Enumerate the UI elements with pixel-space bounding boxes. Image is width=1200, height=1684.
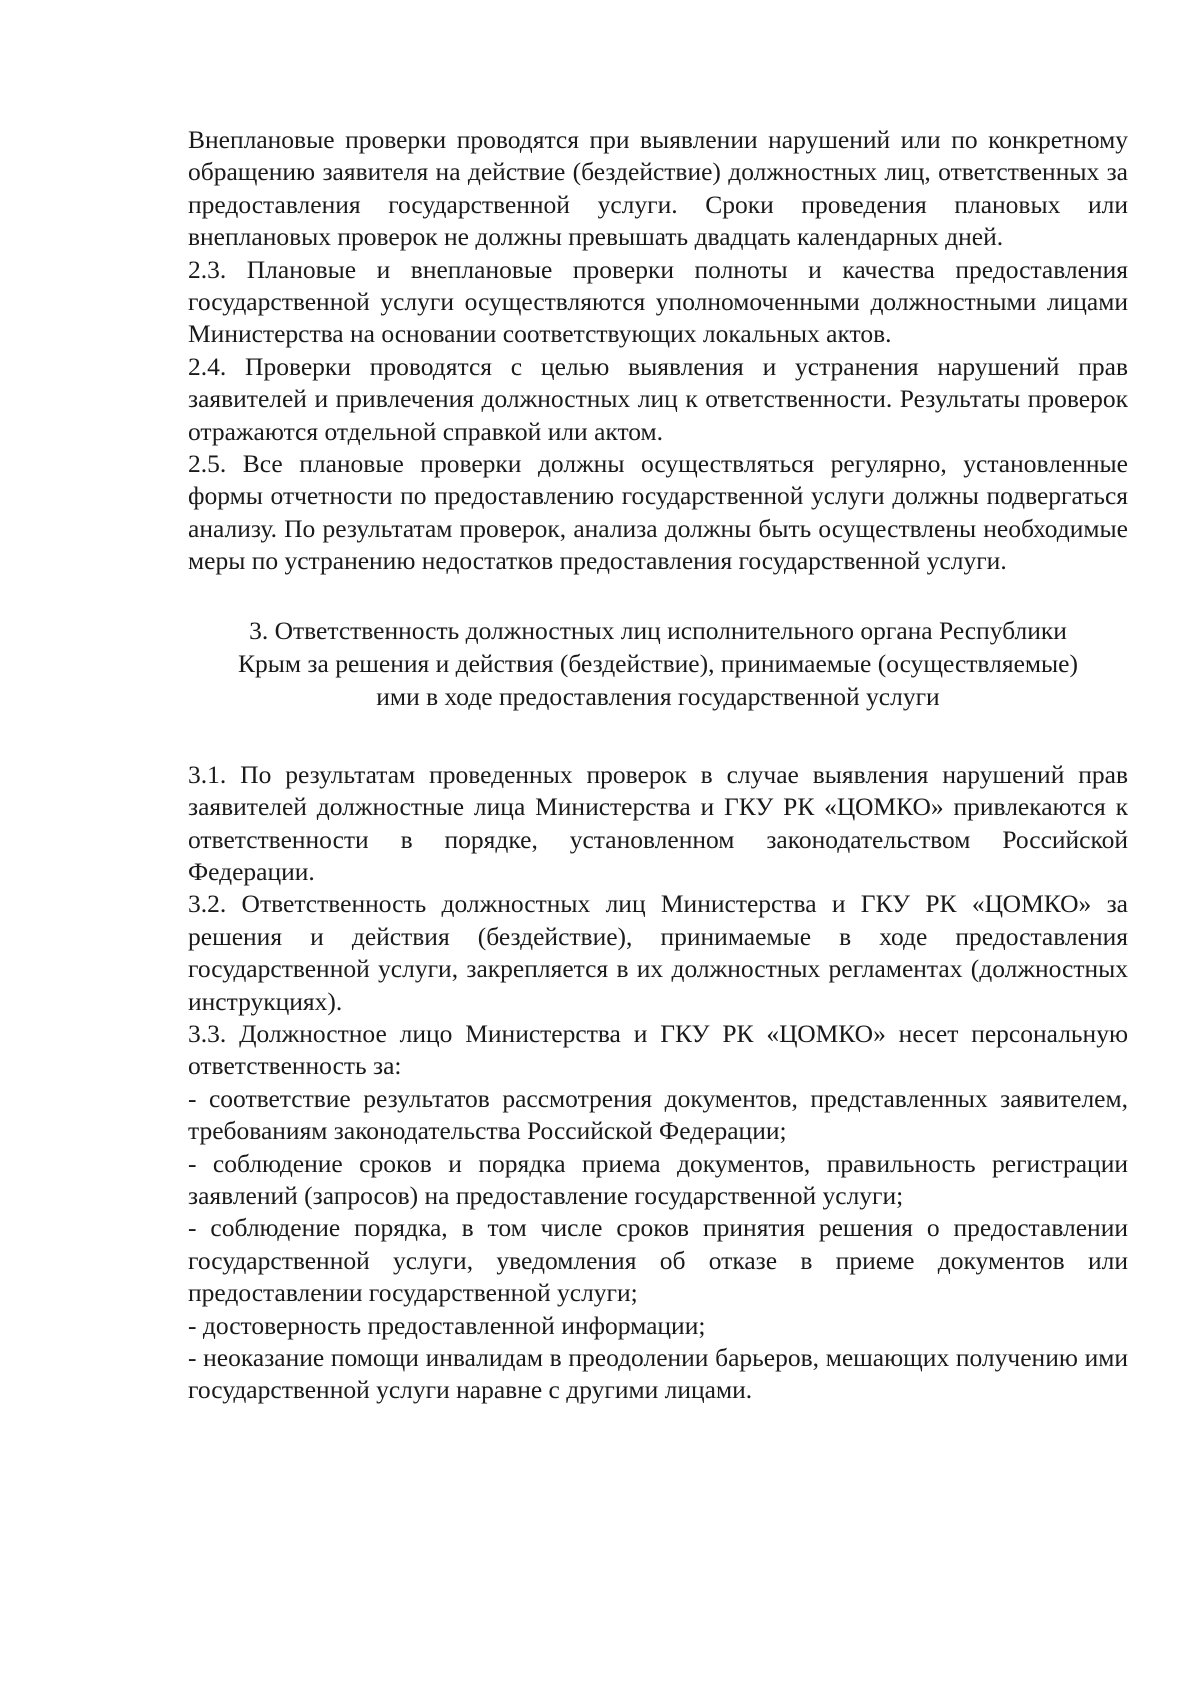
paragraph-2-3: 2.3. Плановые и внеплановые проверки полноты и качества предоставления государственной услуги осуществляются уполномоченными должностными лицами Министерства на основании соответствующих локальных актов.: [188, 254, 1128, 349]
paragraph-2-5: 2.5. Все плановые проверки должны осуществляться регулярно, установленные формы отчетности по предоставлению государственной услуги должны подвергаться анализу. По результатам проверок, анализа должны быть осуществлены необходимые меры по устранению недостатков предоставления государственной услуги.: [188, 449, 1128, 576]
paragraph-3-3: 3.3. Должностное лицо Министерства и ГКУ РК «ЦОМКО» несет персональную ответственность за:: [188, 1018, 1128, 1081]
paragraph-3-1: 3.1. По результатам проведенных проверок в случае выявления нарушений прав заявителей должностные лица Министерства и ГКУ РК «ЦОМКО» привлекаются к ответственности в порядке, установленном законодательством Российской Федерации.: [188, 759, 1128, 886]
document-body: [188, 124, 1128, 1407]
section-3-heading: [188, 614, 1128, 713]
section-3-heading-line-2: Крым за решения и действия (бездействие), принимаемые (осуществляемые): [238, 648, 1078, 678]
list-item: - соблюдение сроков и порядка приема документов, правильность регистрации заявлений (запросов) на предоставление государственной услуги;: [188, 1148, 1128, 1210]
list-item: - соблюдение порядка, в том числе сроков принятия решения о предоставлении государственной услуги, уведомления об отказе в приеме документов или предоставлении государственной услуги;: [188, 1213, 1128, 1308]
paragraph-3-2: 3.2. Ответственность должностных лиц Министерства и ГКУ РК «ЦОМКО» за решения и действия (бездействие), принимаемые в ходе предоставления государственной услуги, закрепляется в их должностных регламентах (должностных инструкциях).: [188, 889, 1128, 1016]
paragraph-2-4: 2.4. Проверки проводятся с целью выявления и устранения нарушений прав заявителей и привлечения должностных лиц к ответственности. Результаты проверок отражаются отдельной справкой или актом.: [188, 351, 1128, 446]
list-item: - достоверность предоставленной информации;: [188, 1310, 706, 1340]
list-item: - соответствие результатов рассмотрения документов, представленных заявителем, требованиям законодательства Российской Федерации;: [188, 1083, 1128, 1146]
list-item: - неоказание помощи инвалидам в преодолении барьеров, мешающих получению ими государственной услуги наравне с другими лицами.: [188, 1343, 1128, 1405]
section-3-heading-line-1: 3. Ответственность должностных лиц исполнительного органа Республики: [249, 615, 1067, 645]
section-3-heading-line-3: ими в ходе предоставления государственной услуги: [376, 681, 940, 711]
paragraph-unplanned-inspections: Внеплановые проверки проводятся при выявлении нарушений или по конкретному обращению заявителя на действие (бездействие) должностных лиц, ответственных за предоставления государственной услуги. Сроки проведения плановых или внеплановых проверок не должны превышать двадцать календарных дней.: [188, 125, 1128, 252]
